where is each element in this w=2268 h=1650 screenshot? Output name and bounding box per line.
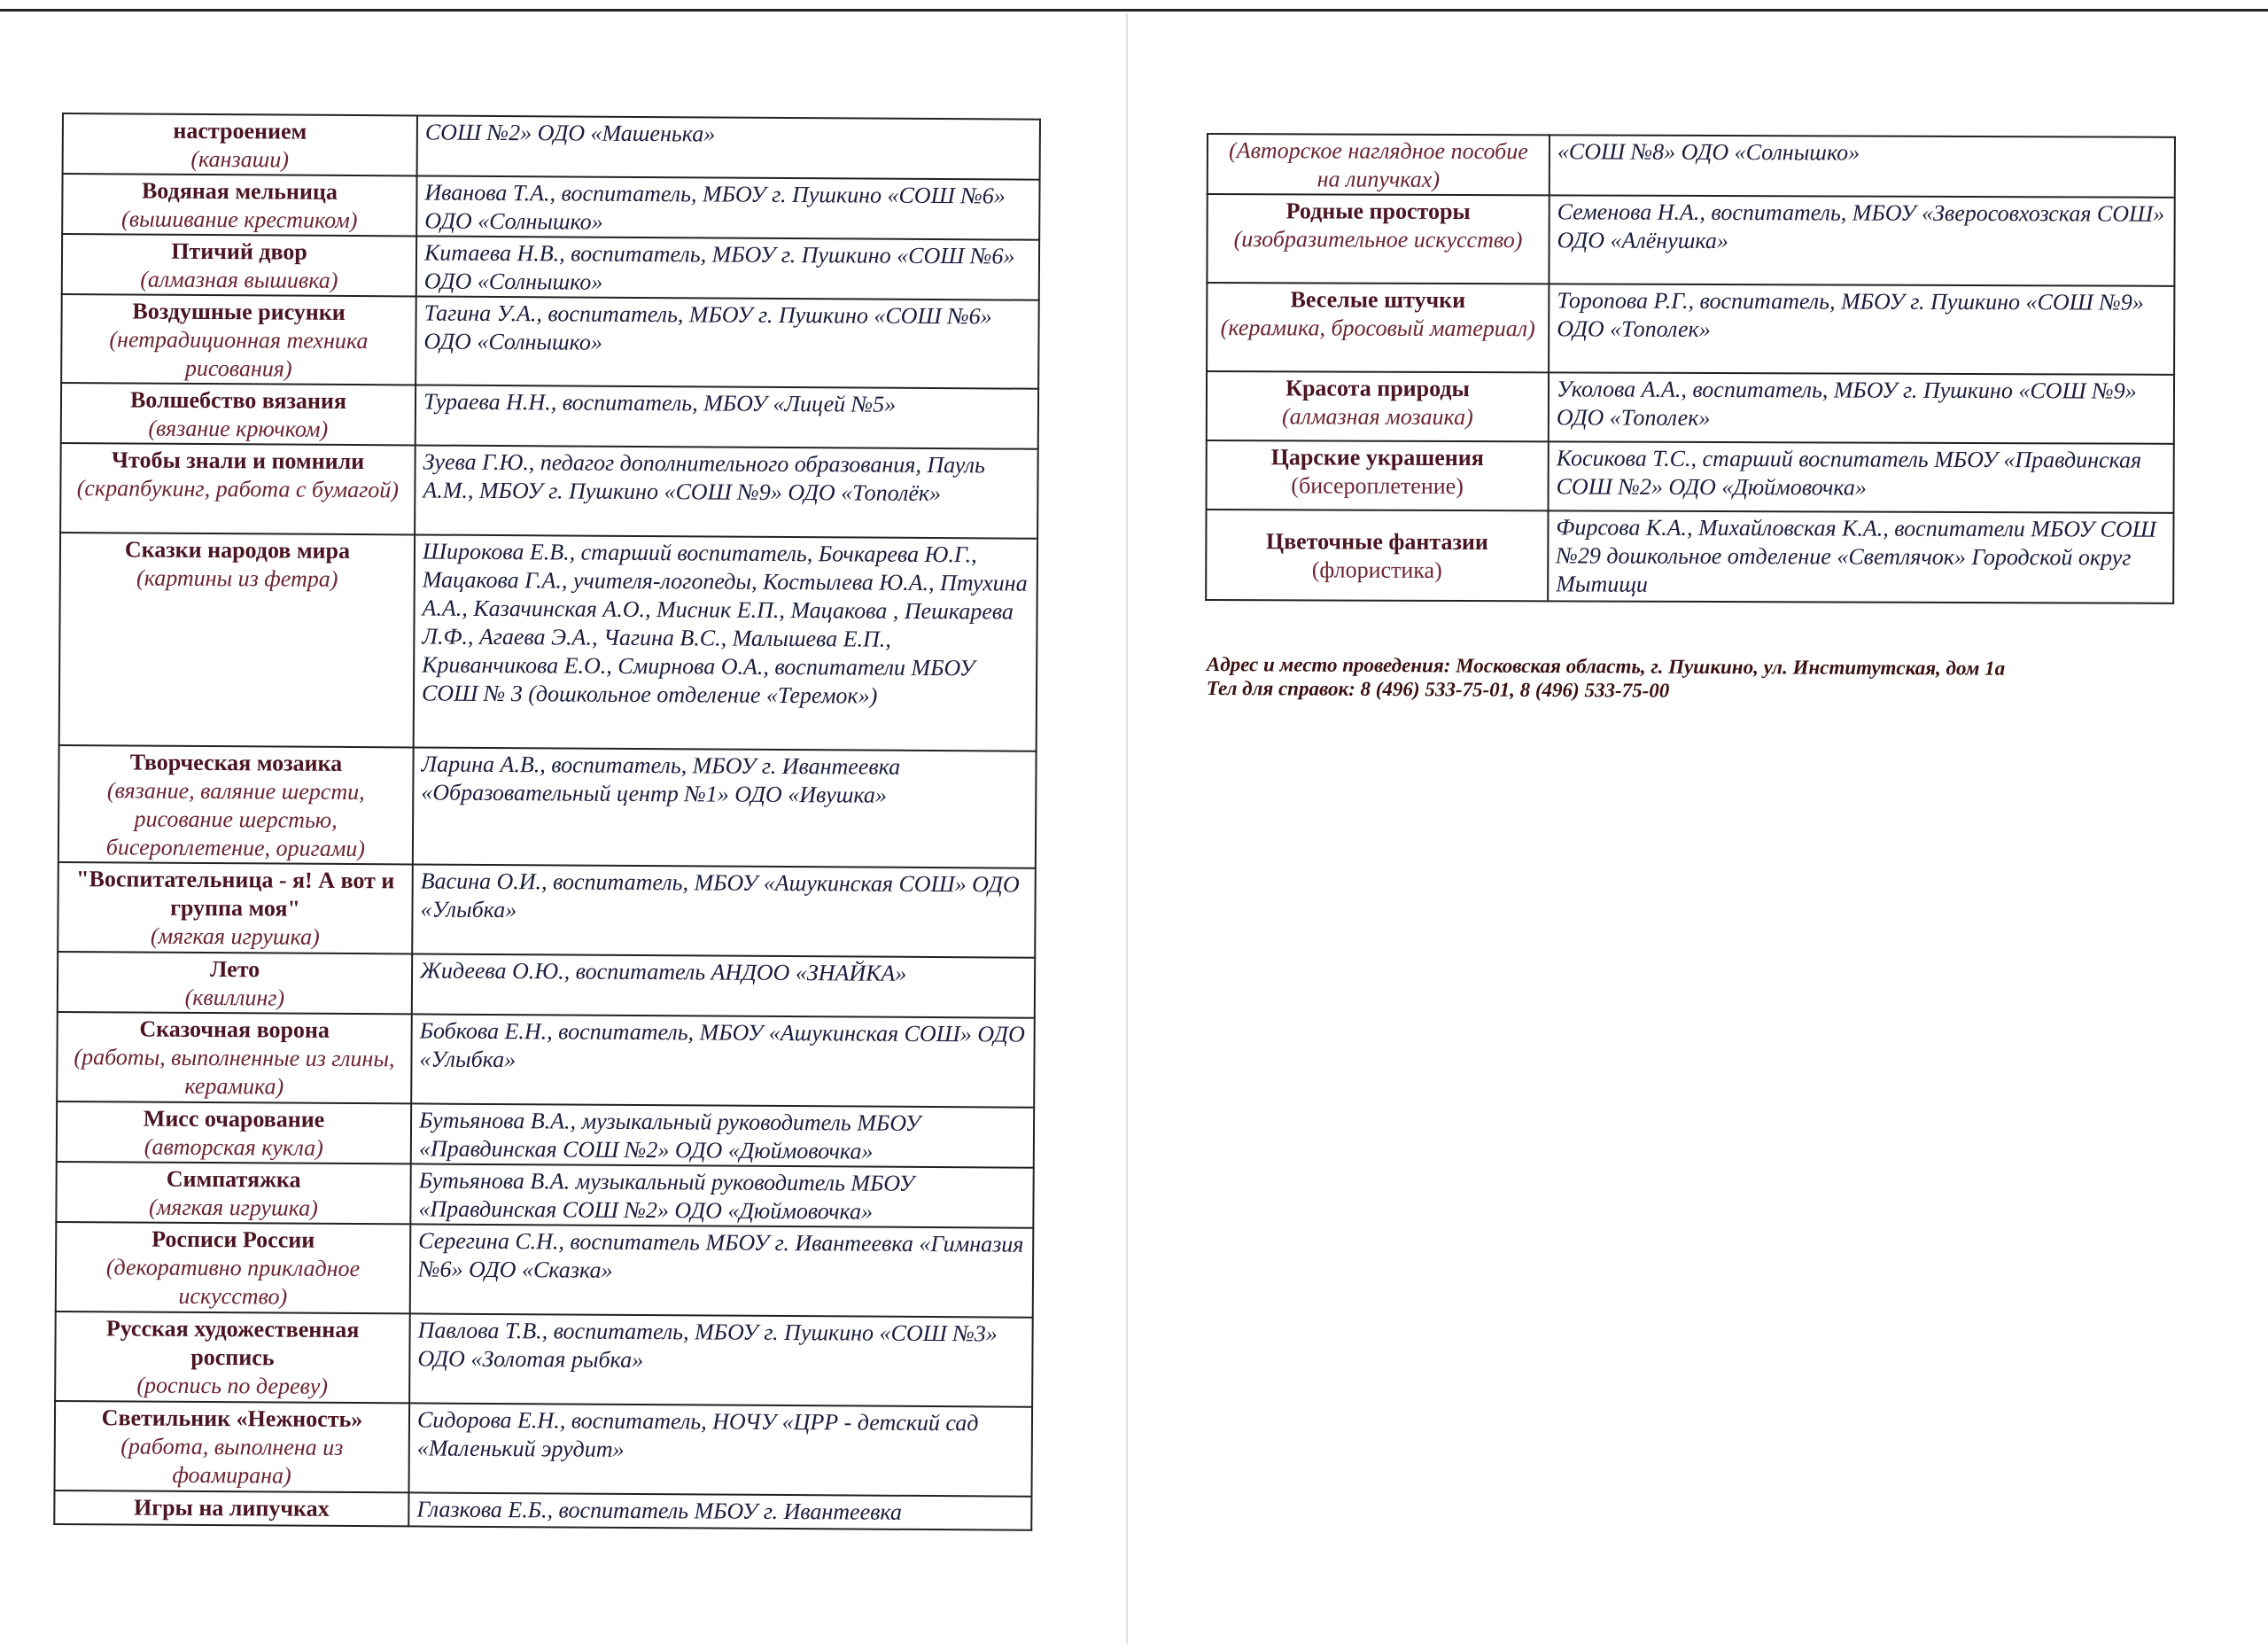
entry-author: Торопова Р.Г., воспитатель, МБОУ г. Пушкино «СОШ №9» ОДО «Тополек» bbox=[1557, 287, 2144, 342]
entry-author-cell bbox=[414, 534, 1037, 751]
entry-name-cell bbox=[63, 113, 417, 175]
entry-technique: (алмазная мозаика) bbox=[1281, 403, 1473, 431]
entry-technique: (керамика, бросовый материал) bbox=[1220, 315, 1535, 342]
entry-author-cell bbox=[408, 1403, 1032, 1496]
entry-author-cell bbox=[1550, 135, 2175, 197]
entry-author-cell bbox=[415, 445, 1038, 538]
entry-technique: (мягкая игрушка) bbox=[150, 922, 320, 950]
entry-title: Водяная мельница bbox=[141, 177, 338, 205]
table-row bbox=[1208, 134, 2175, 198]
table-row bbox=[60, 443, 1038, 539]
entry-author-cell bbox=[411, 1014, 1035, 1107]
entry-author: Сидорова Е.Н., воспитатель, НОЧУ «ЦРР - детский сад «Маленький эрудит» bbox=[416, 1406, 979, 1462]
entry-technique: (квиллинг) bbox=[184, 984, 285, 1011]
entry-author: Широкова Е.В., старший воспитатель, Бочкарева Ю.Г., Мацакова Г.А., учителя-логопеды, Костылева Ю.А., Птухина А.А., Казачинская А.О., Мисник Е.П., Мацакова , Пешкарева Л.Ф., Агаева Э.А., Чагина В.С., Малышева Е.П., Криванчикова Е.О., Смирнова О.А., воспитатели МБОУ СОШ № 3 (дошкольное отделение «Теремок») bbox=[421, 538, 1028, 709]
entry-title: Сказки народов мира bbox=[124, 536, 351, 564]
entry-title: Игры на липучках bbox=[134, 1494, 330, 1522]
table-row bbox=[61, 383, 1038, 449]
left-program-table bbox=[53, 113, 1041, 1531]
entry-title: настроением bbox=[173, 117, 307, 144]
page-fold bbox=[1126, 13, 1128, 1644]
table-row bbox=[1207, 283, 2174, 375]
entry-author-cell bbox=[416, 296, 1039, 388]
entry-technique: (канзаши) bbox=[190, 145, 290, 173]
entry-technique: (авторская кукла) bbox=[144, 1133, 323, 1161]
entry-title: Чтобы знали и помнили bbox=[111, 447, 365, 475]
entry-technique: (флористика) bbox=[1311, 556, 1442, 583]
entry-name-cell bbox=[58, 745, 414, 864]
entry-title: Птичий двор bbox=[171, 237, 307, 265]
entry-title: "Воспитательница - я! А вот и группа моя" bbox=[76, 866, 395, 922]
entry-author-cell bbox=[410, 1164, 1033, 1227]
entry-title: Царские украшения bbox=[1270, 444, 1484, 471]
right-page bbox=[1205, 133, 2176, 604]
entry-name-cell bbox=[1207, 194, 1549, 284]
entry-author: Иванова Т.А., воспитатель, МБОУ г. Пушкино «СОШ №6» ОДО «Солнышко» bbox=[424, 179, 1006, 235]
table-row bbox=[1207, 194, 2174, 286]
entry-author-cell bbox=[417, 115, 1040, 179]
entry-name-cell bbox=[1207, 283, 1549, 372]
table-row bbox=[55, 1401, 1033, 1497]
venue-address: Адрес и место проведения: Московская область, г. Пушкино, ул. Институтская, дом 1а bbox=[1206, 653, 2006, 680]
entry-title: Красота природы bbox=[1285, 375, 1470, 402]
entry-technique: (вышивание крестиком) bbox=[121, 206, 358, 234]
entry-author-cell bbox=[412, 864, 1036, 957]
entry-title: Воздушные рисунки bbox=[132, 298, 346, 325]
table-row bbox=[1207, 440, 2174, 513]
table-row bbox=[58, 745, 1037, 868]
entry-name-cell bbox=[56, 1222, 411, 1313]
entry-author: СОШ №2» ОДО «Машенька» bbox=[424, 119, 716, 147]
entry-name-cell bbox=[61, 383, 416, 445]
entry-author: Бутьянова В.А., музыкальный руководитель МБОУ «Правдинская СОШ №2» ОДО «Дюймовочка» bbox=[418, 1107, 921, 1164]
entry-title: Родные просторы bbox=[1285, 198, 1471, 225]
entry-title: Русская художественная роспись bbox=[105, 1315, 360, 1371]
table-row bbox=[1206, 510, 2173, 603]
entry-technique: (нетрадиционная техника рисования) bbox=[109, 326, 369, 382]
entry-author-cell bbox=[411, 1103, 1034, 1167]
entry-name-cell bbox=[62, 234, 416, 296]
table-row bbox=[55, 1311, 1033, 1407]
entry-author-cell bbox=[409, 1313, 1033, 1406]
entry-author-cell bbox=[1549, 284, 2174, 374]
entry-author-cell bbox=[1549, 372, 2174, 443]
entry-name-cell bbox=[57, 1101, 411, 1164]
entry-author-cell bbox=[1548, 510, 2173, 603]
entry-author: Ларина А.В., воспитатель, МБОУ г. Ивантеевка «Образовательный центр №1» ОДО «Ивушка» bbox=[421, 751, 901, 808]
table-row bbox=[63, 113, 1040, 180]
entry-title: Волшебство вязания bbox=[129, 386, 347, 414]
table-row bbox=[62, 174, 1039, 240]
entry-author: Жидеева О.Ю., воспитатель АНДОО «ЗНАЙКА» bbox=[420, 957, 907, 986]
table-row bbox=[59, 533, 1037, 751]
entry-name-cell bbox=[1207, 440, 1549, 510]
entry-name-cell bbox=[59, 533, 415, 747]
table-row bbox=[58, 952, 1035, 1018]
entry-author: Косикова Т.С., старший воспитатель МБОУ «Правдинская СОШ №2» ОДО «Дюймовочка» bbox=[1556, 445, 2142, 501]
entry-author-cell bbox=[408, 1492, 1031, 1529]
entry-technique: (картины из фетра) bbox=[136, 564, 338, 592]
entry-author-cell bbox=[1549, 195, 2174, 285]
entry-technique: (бисероплетение) bbox=[1291, 472, 1464, 500]
venue-address-block bbox=[1207, 652, 2225, 705]
entry-technique: (работы, выполненные из глины, керамика) bbox=[74, 1044, 395, 1100]
entry-title: Росписи России bbox=[151, 1226, 315, 1253]
entry-name-cell bbox=[57, 1012, 412, 1103]
entry-title: Лето bbox=[209, 956, 260, 983]
entry-technique: (Авторское наглядное пособие на липучках) bbox=[1229, 137, 1528, 192]
entry-technique: (роспись по дереву) bbox=[136, 1372, 329, 1399]
entry-author: Уколова А.А., воспитатель, МБОУ г. Пушкино «СОШ №9» ОДО «Тополек» bbox=[1556, 376, 2137, 431]
table-row bbox=[61, 294, 1039, 389]
entry-technique: (мягкая игрушка) bbox=[148, 1194, 318, 1221]
entry-technique: (работа, выполнена из фоамирана) bbox=[120, 1433, 344, 1489]
entry-author-cell bbox=[416, 236, 1039, 300]
entry-name-cell bbox=[60, 443, 416, 534]
entry-author: Тураева Н.Н., воспитатель, МБОУ «Лицей №5» bbox=[423, 388, 897, 417]
entry-technique: (вязание, валяние шерсти, рисование шерстью, бисероплетение, оригами) bbox=[105, 777, 366, 862]
entry-title: Мисс очарование bbox=[143, 1105, 325, 1132]
entry-author: Тагина У.А., воспитатель, МБОУ г. Пушкино «СОШ №6» ОДО «Солнышко» bbox=[423, 300, 992, 355]
entry-technique: (алмазная вышивка) bbox=[140, 266, 338, 293]
entry-title: Веселые штучки bbox=[1290, 286, 1466, 314]
table-row bbox=[57, 1012, 1035, 1108]
contact-phone: Тел для справок: 8 (496) 533-75-01, 8 (496) 533-75-00 bbox=[1206, 676, 1670, 702]
entry-author: Бобкова Е.Н., воспитатель, МБОУ «Ашукинская СОШ» ОДО «Улыбка» bbox=[419, 1017, 1025, 1073]
entry-author: Глазкова Е.Б., воспитатель МБОУ г. Ивантеевка bbox=[416, 1496, 903, 1525]
entry-title: Цветочные фантазии bbox=[1265, 528, 1488, 556]
entry-title: Сказочная ворона bbox=[139, 1016, 330, 1043]
entry-author-cell bbox=[410, 1224, 1034, 1317]
entry-author: Бутьянова В.А. музыкальный руководитель МБОУ «Правдинская СОШ №2» ОДО «Дюймовочка» bbox=[418, 1167, 915, 1225]
entry-name-cell bbox=[55, 1311, 410, 1403]
entry-name-cell bbox=[61, 294, 416, 385]
entry-name-cell bbox=[55, 1401, 410, 1492]
entry-author-cell bbox=[1549, 441, 2174, 512]
page-top-border bbox=[0, 9, 2268, 12]
entry-author: Серегина С.Н., воспитатель МБОУ г. Ивантеевка «Гимназия №6» ОДО «Сказка» bbox=[417, 1227, 1024, 1283]
entry-author-cell bbox=[416, 175, 1039, 239]
entry-name-cell bbox=[1207, 371, 1549, 441]
table-row bbox=[56, 1162, 1033, 1228]
right-program-table bbox=[1205, 133, 2176, 604]
entry-technique: (декоративно прикладное искусство) bbox=[105, 1254, 361, 1310]
entry-technique: (вязание крючком) bbox=[148, 415, 329, 442]
entry-author-cell bbox=[413, 747, 1037, 868]
entry-technique: (скрапбукинг, работа с бумагой) bbox=[76, 475, 400, 503]
entry-title: Симпатяжка bbox=[166, 1165, 301, 1193]
entry-title: Светильник «Нежность» bbox=[101, 1405, 363, 1433]
entry-name-cell bbox=[1208, 134, 1550, 195]
entry-author: Зуева Г.Ю., педагог дополнительного образования, Пауль А.М., МБОУ г. Пушкино «СОШ №9» ОДО «Тополёк» bbox=[423, 448, 985, 507]
entry-name-cell bbox=[1206, 510, 1548, 601]
entry-name-cell bbox=[62, 174, 416, 236]
table-row bbox=[62, 234, 1039, 300]
entry-author: Васина О.И., воспитатель, МБОУ «Ашукинская СОШ» ОДО «Улыбка» bbox=[420, 868, 1020, 923]
entry-author: Павлова Т.В., воспитатель, МБОУ г. Пушкино «СОШ №3» ОДО «Золотая рыбка» bbox=[417, 1317, 998, 1374]
entry-name-cell bbox=[54, 1490, 408, 1526]
table-row bbox=[54, 1490, 1031, 1530]
table-row bbox=[1207, 371, 2174, 444]
entry-author-cell bbox=[416, 385, 1038, 448]
table-row bbox=[56, 1222, 1034, 1318]
left-page bbox=[53, 113, 1041, 1531]
entry-technique: (изобразительное искусство) bbox=[1233, 226, 1523, 253]
entry-author-cell bbox=[412, 953, 1035, 1017]
entry-title: Творческая мозаика bbox=[129, 749, 343, 776]
entry-name-cell bbox=[58, 862, 413, 953]
entry-author: «СОШ №8» ОДО «Солнышко» bbox=[1557, 138, 1860, 166]
entry-author: Фирсова К.А., Михайловская К.А., воспитатели МБОУ СОШ №29 дошкольное отделение «Светлячок» Городской округ Мытищи bbox=[1556, 514, 2156, 597]
table-row bbox=[58, 862, 1036, 958]
entry-name-cell bbox=[56, 1162, 410, 1224]
entry-author: Китаева Н.В., воспитатель, МБОУ г. Пушкино «СОШ №6» ОДО «Солнышко» bbox=[423, 239, 1015, 295]
table-row bbox=[57, 1101, 1034, 1168]
entry-author: Семенова Н.А., воспитатель, МБОУ «Зверосовхозская СОШ» ОДО «Алёнушка» bbox=[1557, 198, 2165, 254]
entry-name-cell bbox=[58, 952, 412, 1014]
